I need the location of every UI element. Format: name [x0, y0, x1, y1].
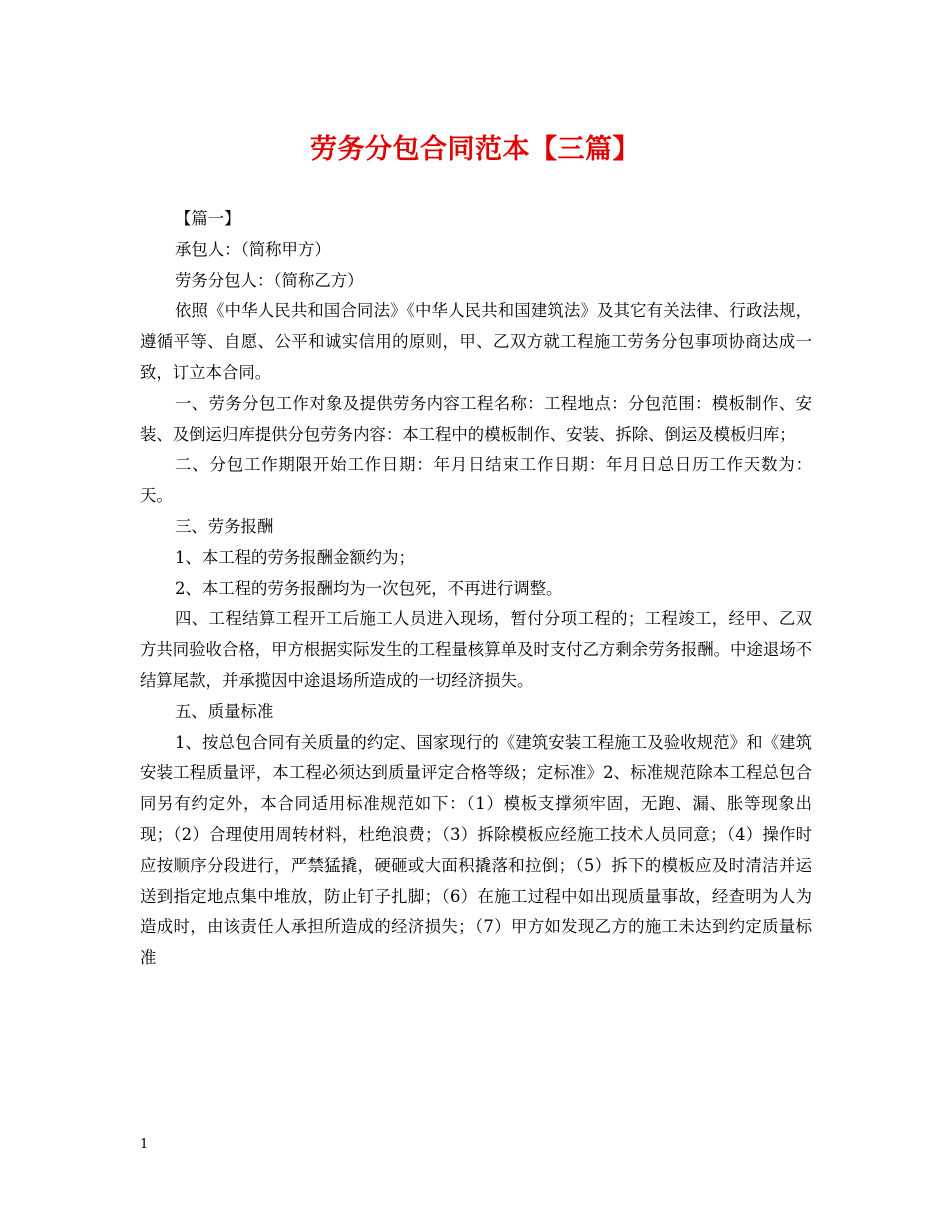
paragraph: 2、本工程的劳务报酬均为一次包死，不再进行调整。 [175, 578, 563, 598]
paragraph: 依照《中华人民共和国合同法》《中华人民共和国建筑法》及其它有关法律、行政法规，遵循平等、自愿、公平和诚实信用的原则，甲、乙双方就工程施工劳务分包事项协商达成一致，订立本合同。 [140, 301, 812, 382]
section-heading: 三、劳务报酬 [175, 516, 274, 536]
paragraph: 承包人：（简称甲方） [175, 239, 331, 259]
document-body [140, 204, 812, 974]
paragraph: 四、工程结算工程开工后施工人员进入现场，暂付分项工程的；工程竣工，经甲、乙双方共同验收合格，甲方根据实际发生的工程量核算单及时支付乙方剩余劳务报酬。中途退场不结算尾款，并承揽因中途退场所造成的一切经济损失。 [140, 609, 813, 690]
paragraph: 劳务分包人：（简称乙方） [175, 270, 364, 290]
paragraph: 1、本工程的劳务报酬金额约为； [175, 547, 415, 567]
paragraph: 1、按总包合同有关质量的约定、国家现行的《建筑安装工程施工及验收规范》和《建筑安装工程质量评，本工程必须达到质量评定合格等级；定标准》2、标准规范除本工程总包合同另有约定外，本合同适用标准规范如下：（1）模板支撑须牢固，无跑、漏、胀等现象出现；（2）合理使用周转材料，杜绝浪费；（3）拆除模板应经施工技术人员同意；（4）操作时应按顺序分段进行，严禁猛撬，硬砸或大面积撬落和拉倒；（5）拆下的模板应及时清洁并运送到指定地点集中堆放，防止钉子扎脚；（6）在施工过程中如出现质量事故，经查明为人为造成时，由该责任人承担所造成的经济损失；（7）甲方如发现乙方的施工未达到约定质量标准 [140, 732, 812, 968]
page-number: 1 [140, 1137, 149, 1152]
paragraph: 二、分包工作期限开始工作日期：年月日结束工作日期：年月日总日历工作天数为：天。 [140, 455, 812, 506]
document-title: 劳务分包合同范本【三篇】 [310, 134, 640, 165]
section-heading: 五、质量标准 [175, 701, 274, 721]
section-heading: 【篇一】 [175, 209, 241, 228]
paragraph: 一、劳务分包工作对象及提供劳务内容工程名称：工程地点：分包范围：模板制作、安装、及倒运归库提供分包劳务内容：本工程中的模板制作、安装、拆除、倒运及模板归库； [140, 393, 812, 444]
